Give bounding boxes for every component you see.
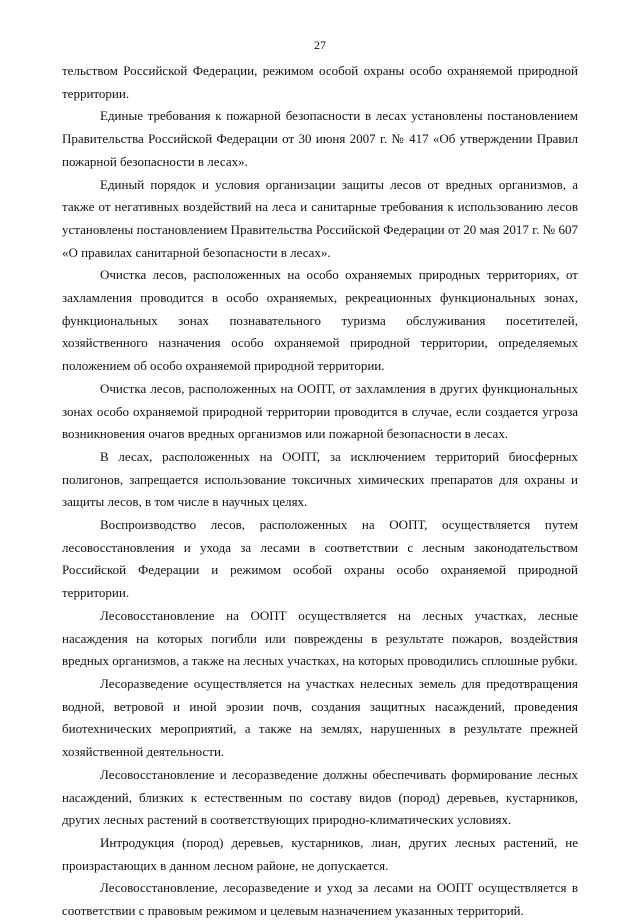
paragraph-afforestation: Лесоразведение осуществляется на участках нелесных земель для предотвращения водной, ветровой и иной эрозии почв, создания защитных насаждений, проведения биотехнических мероприятий, а также на землях, нарушенных в результате прежней хозяйственной деятельности.: [62, 675, 578, 760]
paragraph-fire-safety: Единые требования к пожарной безопасности в лесах установлены постановлением Правительства Российской Федерации от 30 июня 2007 г. № 417 «Об утверждении Правил пожарной безопасности в лесах».: [62, 108, 578, 169]
page-number: 27: [314, 38, 326, 52]
paragraph-forest-reproduction: Воспроизводство лесов, расположенных на ООПТ, осуществляется путем лесовосстановления и ухода за лесами в соответствии с лесным законодательством Российской Федерации и режимом особой охраны особо охраняемой природной территории.: [62, 517, 578, 601]
paragraph-reforestation: Лесовосстановление на ООПТ осуществляется на лесных участках, лесные насаждения на которых погибли или повреждены в результате пожаров, воздействия вредных организмов, а также на лесных участках, на которых проводились сплошные рубки.: [62, 607, 578, 669]
paragraph-natural-stands: Лесовосстановление и лесоразведение должны обеспечивать формирование лесных насаждений, близких к естественным по составу видов (пород) деревьев, кустарников, других лесных растений в соответствующих природно-климатических условиях.: [62, 766, 578, 828]
paragraph-clearing-other-zones: Очистка лесов, расположенных на ООПТ, от захламления в других функциональных зонах особо охраняемой природной территории проводится в случае, если создается угроза возникновения очагов вредных организмов или пожарной безопасности в лесах.: [62, 380, 578, 442]
document-body: [62, 60, 578, 923]
paragraph-pest-protection: Единый порядок и условия организации защиты лесов от вредных организмов, а также от негативных воздействий на леса и санитарные требования к использованию лесов установлены постановлением Правительства Российской Федерации от 20 мая 2017 г. № 607 «О правилах санитарной безопасности в лесах».: [62, 176, 578, 260]
paragraph-introduction: Интродукция (пород) деревьев, кустарников, лиан, других лесных растений, не произрастающих в данном лесном районе, не допускается.: [62, 834, 578, 873]
paragraph-legal-regime: Лесовосстановление, лесоразведение и уход за лесами на ООПТ осуществляется в соответствии с правовым режимом и целевым назначением указанных территорий.: [62, 880, 578, 919]
paragraph-toxic-chemicals: В лесах, расположенных на ООПТ, за исключением территорий биосферных полигонов, запрещается использование токсичных химических препаратов для охраны и защиты лесов, в том числе в научных целях.: [62, 448, 578, 510]
paragraph-clearing-zones: Очистка лесов, расположенных на особо охраняемых природных территориях, от захламления проводится в особо охраняемых, рекреационных функциональных зонах, функциональных зонах познавательного туризма обслуживания посетителей, хозяйственного назначения особо охраняемой природной территории, определяемых положением об особо охраняемой природной территории.: [62, 267, 578, 374]
paragraph-continuation: тельством Российской Федерации, режимом особой охраны особо охраняемой природной территории.: [62, 63, 578, 101]
